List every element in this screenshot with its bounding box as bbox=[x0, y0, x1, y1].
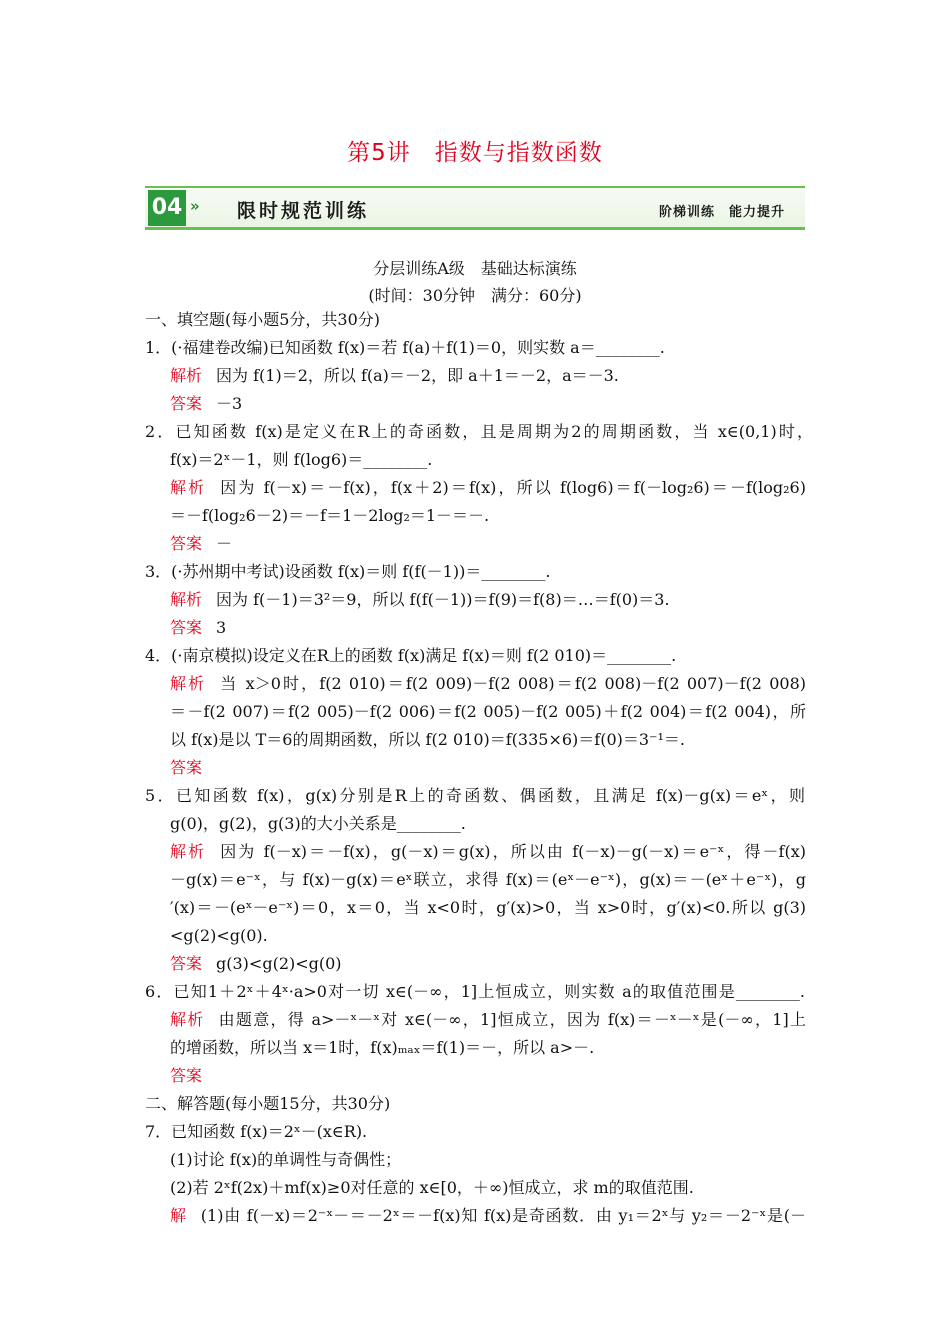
line-text: 因为 f(－x)＝－f(x)，g(－x)＝g(x)，所以由 f(－x)－g(－x)＝e⁻ˣ，得－f(x) bbox=[220, 842, 806, 861]
text-line bbox=[170, 394, 242, 414]
line-text: g(3)<g(2)<g(0) bbox=[216, 954, 342, 973]
line-text: ＝－f(2 007)＝f(2 005)－f(2 006)＝f(2 005)－f(2 005)＋f(2 004)＝f(2 004)，所 bbox=[170, 702, 806, 721]
section-heading: 分层训练A级 基础达标演练 bbox=[373, 259, 577, 278]
text-line bbox=[170, 926, 268, 946]
text-line bbox=[170, 954, 342, 974]
text-line bbox=[145, 1122, 367, 1142]
line-text: 当 x＞0时，f(2 010)＝f(2 009)－f(2 008)＝f(2 008)－f(2 007)－f(2 008) bbox=[220, 674, 806, 693]
line-text: 2．已知函数 f(x)是定义在R上的奇函数，且是周期为2的周期函数，当 x∈(0,1)时， bbox=[145, 422, 813, 441]
section-banner bbox=[145, 186, 805, 230]
text-line bbox=[145, 338, 665, 358]
text-line bbox=[170, 450, 432, 470]
line-text: 因为 f(－x)＝－f(x)，f(x＋2)＝f(x)，所以 f(log6)＝f(－log₂6)＝－f(log₂6) bbox=[220, 478, 806, 497]
text-line bbox=[170, 898, 806, 918]
line-text: 7．已知函数 f(x)＝2ˣ－(x∈R). bbox=[145, 1122, 368, 1141]
line-text: f(x)＝2ˣ－1，则 f(log6)＝________. bbox=[170, 450, 433, 469]
text-line bbox=[145, 310, 380, 330]
text-line bbox=[170, 674, 806, 694]
line-tag: 解析 bbox=[170, 590, 203, 609]
text-line bbox=[170, 1150, 401, 1170]
line-tag: 答案 bbox=[170, 758, 203, 777]
line-tag: 解析 bbox=[170, 842, 207, 861]
line-tag: 答案 bbox=[170, 618, 203, 637]
text-line bbox=[170, 618, 226, 638]
line-text: 一、填空题(每小题5分，共30分) bbox=[145, 310, 381, 329]
line-text: 以 f(x)是以 T＝6的周期函数，所以 f(2 010)＝f(335×6)＝f(0)＝3⁻¹＝. bbox=[170, 730, 685, 749]
text-line bbox=[170, 870, 806, 890]
text-line bbox=[145, 562, 550, 582]
line-tag: 解 bbox=[170, 1206, 187, 1225]
text-line bbox=[170, 702, 806, 722]
line-tag: 解析 bbox=[170, 366, 203, 385]
line-text: 6．已知1＋2ˣ＋4ˣ·a>0对一切 x∈(－∞，1]上恒成立，则实数 a的取值范围是________. bbox=[145, 982, 805, 1001]
page-title: 第5讲 指数与指数函数 bbox=[347, 140, 603, 166]
section-meta: (时间：30分钟 满分：60分) bbox=[368, 286, 582, 305]
line-tag: 答案 bbox=[170, 534, 203, 553]
line-tag: 答案 bbox=[170, 1066, 203, 1085]
line-tag: 解析 bbox=[170, 478, 207, 497]
text-line bbox=[170, 814, 466, 834]
text-line bbox=[170, 1178, 694, 1198]
line-text: 1．(·福建卷改编)已知函数 f(x)＝若 f(a)＋f(1)＝0，则实数 a＝________. bbox=[145, 338, 665, 357]
text-line bbox=[145, 1094, 390, 1114]
line-text: <g(2)<g(0). bbox=[170, 926, 268, 945]
text-line bbox=[170, 366, 619, 386]
line-tag: 解析 bbox=[170, 1010, 205, 1029]
text-line bbox=[170, 842, 806, 862]
line-text: 5．已知函数 f(x)，g(x)分别是R上的奇函数、偶函数，且满足 f(x)－g(x)＝eˣ，则 bbox=[145, 786, 805, 805]
double-chevron-icon: » bbox=[190, 197, 200, 215]
text-line bbox=[170, 590, 670, 610]
line-text: ′(x)＝－(eˣ－e⁻ˣ)＝0，x＝0，当 x<0时，g′(x)>0，当 x>0时，g′(x)<0.所以 g(3) bbox=[170, 898, 806, 917]
line-tag: 答案 bbox=[170, 394, 203, 413]
line-text: 3．(·苏州期中考试)设函数 f(x)＝则 f(f(－1))＝________. bbox=[145, 562, 551, 581]
line-text: ＝－f(log₂6－2)＝－f＝1－2log₂＝1－＝－. bbox=[170, 506, 490, 525]
text-line bbox=[170, 1066, 216, 1086]
text-line bbox=[170, 1206, 806, 1226]
banner-title: 限时规范训练 bbox=[237, 200, 370, 222]
line-text: 因为 f(1)＝2，所以 f(a)＝－2，即 a＋1＝－2，a＝－3. bbox=[216, 366, 619, 385]
text-line bbox=[145, 646, 676, 666]
line-text: (1)讨论 f(x)的单调性与奇偶性； bbox=[170, 1150, 402, 1169]
line-text: 4．(·南京模拟)设定义在R上的函数 f(x)满足 f(x)＝则 f(2 010)＝________. bbox=[145, 646, 677, 665]
line-text: －g(x)＝e⁻ˣ，与 f(x)－g(x)＝eˣ联立，求得 f(x)＝(eˣ－e⁻ˣ)，g(x)＝－(eˣ＋e⁻ˣ)，g bbox=[170, 870, 806, 889]
line-text: g(0)，g(2)，g(3)的大小关系是________. bbox=[170, 814, 466, 833]
line-text: 3 bbox=[216, 618, 227, 637]
text-line bbox=[170, 758, 216, 778]
line-text: 二、解答题(每小题15分，共30分) bbox=[145, 1094, 391, 1113]
line-text: (1)由 f(－x)＝2⁻ˣ－＝－2ˣ＝－f(x)知 f(x)是奇函数．由 y₁＝2ˣ与 y₂＝－2⁻ˣ是(－ bbox=[200, 1206, 806, 1225]
line-text: 因为 f(－1)＝3²＝9，所以 f(f(－1))＝f(9)＝f(8)＝…＝f(0)＝3. bbox=[216, 590, 670, 609]
line-text: － bbox=[216, 534, 233, 553]
text-line bbox=[170, 1038, 594, 1058]
line-text: (2)若 2ˣf(2x)＋mf(x)≥0对任意的 x∈[0，＋∞)恒成立，求 m的取值范围. bbox=[170, 1178, 694, 1197]
line-tag: 答案 bbox=[170, 954, 203, 973]
line-text: －3 bbox=[216, 394, 243, 413]
text-line bbox=[170, 1010, 806, 1030]
line-tag: 解析 bbox=[170, 674, 207, 693]
banner-subtitle: 阶梯训练 能力提升 bbox=[658, 205, 785, 220]
text-line bbox=[170, 730, 685, 750]
banner-number: 04 bbox=[148, 190, 186, 226]
text-line bbox=[170, 478, 806, 498]
text-line bbox=[145, 982, 805, 1002]
line-text: 由题意，得 a>－ˣ－ˣ对 x∈(－∞，1]恒成立，因为 f(x)＝－ˣ－ˣ是(－∞，1]上 bbox=[218, 1010, 806, 1029]
text-line bbox=[145, 786, 805, 806]
text-line bbox=[145, 422, 813, 442]
text-line bbox=[170, 534, 232, 554]
line-text: 的增函数，所以当 x＝1时，f(x)ₘₐₓ＝f(1)＝－，所以 a>－. bbox=[170, 1038, 595, 1057]
text-line bbox=[170, 506, 489, 526]
